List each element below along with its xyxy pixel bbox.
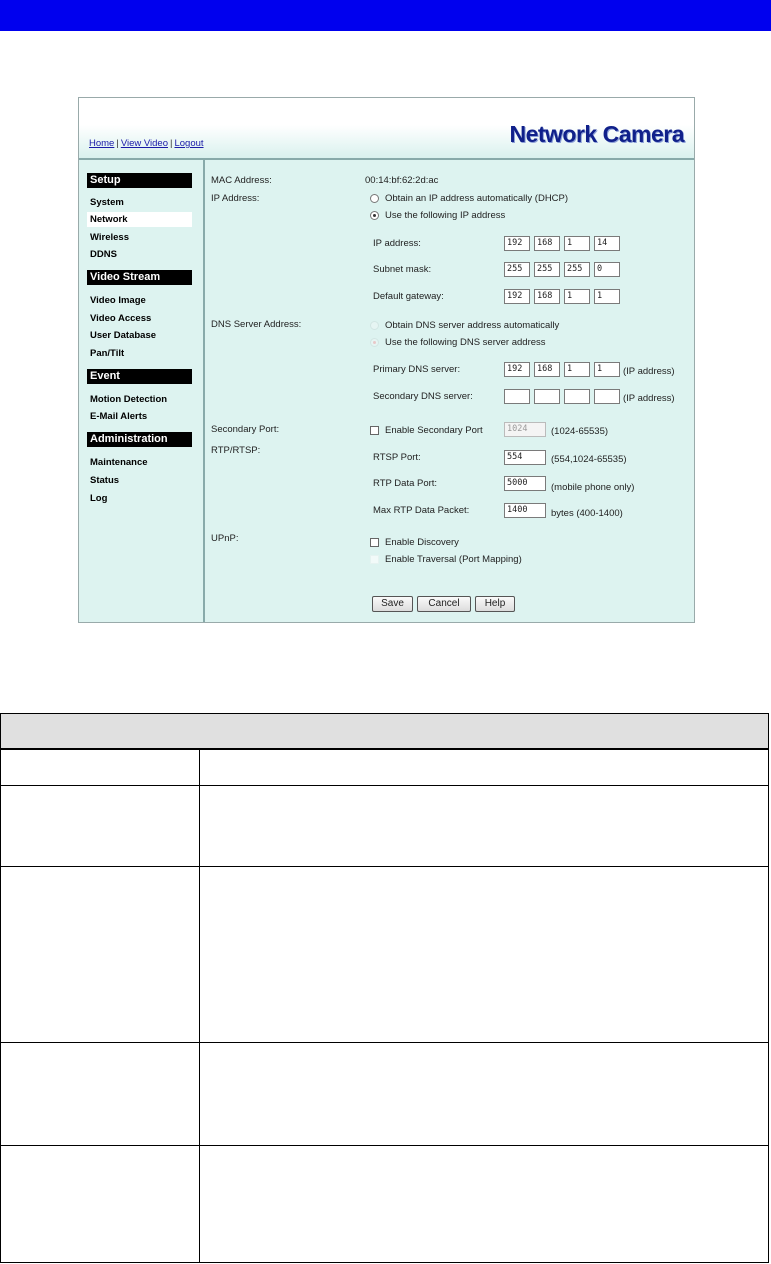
network-form [205, 160, 694, 622]
help-button[interactable]: Help [475, 596, 515, 612]
sidebar-item-wireless[interactable]: Wireless [90, 232, 129, 243]
brand-logo: Network Camera [509, 121, 684, 147]
secondary-dns-hint: (IP address) [623, 393, 675, 404]
rtp-data-port-label: RTP Data Port: [373, 478, 438, 489]
view-video-link[interactable]: View Video [120, 138, 168, 149]
secondary-dns-octet-3-input[interactable] [564, 389, 590, 404]
table-divider [0, 785, 769, 786]
gateway-octet-3-input[interactable]: 1 [564, 289, 590, 304]
camera-header [79, 98, 694, 160]
sidebar-heading-video-stream: Video Stream [87, 270, 192, 285]
rtsp-port-input[interactable]: 554 [504, 450, 546, 465]
max-rtp-packet-label: Max RTP Data Packet: [373, 505, 470, 516]
gateway-octet-1-input[interactable]: 192 [504, 289, 530, 304]
dhcp-radio-label: Obtain an IP address automatically (DHCP) [385, 193, 569, 204]
dns-auto-radio[interactable] [370, 321, 379, 330]
primary-dns-octet-2-input[interactable]: 168 [534, 362, 560, 377]
ip-octet-4-input[interactable]: 14 [594, 236, 620, 251]
ip-octet-3-input[interactable]: 1 [564, 236, 590, 251]
table-divider [0, 1145, 769, 1146]
table-divider [0, 1042, 769, 1043]
enable-discovery-label: Enable Discovery [385, 537, 459, 548]
secondary-port-input[interactable]: 1024 [504, 422, 546, 437]
table-divider [0, 1262, 769, 1263]
ip-octet-2-input[interactable]: 168 [534, 236, 560, 251]
sidebar-item-ddns[interactable]: DDNS [90, 249, 117, 260]
default-gateway-label: Default gateway: [373, 291, 444, 302]
table-divider [0, 748, 769, 750]
nav-separator: | [170, 138, 173, 149]
sidebar-heading-setup: Setup [87, 173, 192, 188]
max-rtp-packet-input[interactable]: 1400 [504, 503, 546, 518]
table-header-row [0, 713, 769, 749]
dns-auto-radio-label: Obtain DNS server address automatically [385, 320, 560, 331]
sidebar-item-video-image[interactable]: Video Image [90, 295, 146, 306]
network-settings-screenshot [78, 97, 695, 623]
sidebar-item-system[interactable]: System [90, 197, 124, 208]
fixed-ip-radio-label: Use the following IP address [385, 210, 506, 221]
primary-dns-octet-1-input[interactable]: 192 [504, 362, 530, 377]
gateway-octet-2-input[interactable]: 168 [534, 289, 560, 304]
subnet-octet-1-input[interactable]: 255 [504, 262, 530, 277]
rtsp-port-range: (554,1024-65535) [551, 454, 627, 465]
primary-dns-octet-3-input[interactable]: 1 [564, 362, 590, 377]
sidebar-item-maintenance[interactable]: Maintenance [90, 457, 148, 468]
table-divider [0, 866, 769, 867]
primary-dns-octet-4-input[interactable]: 1 [594, 362, 620, 377]
secondary-dns-octet-1-input[interactable] [504, 389, 530, 404]
dns-fixed-radio[interactable] [370, 338, 379, 347]
enable-secondary-port-label: Enable Secondary Port [385, 425, 483, 436]
nav-separator: | [116, 138, 119, 149]
gateway-octet-4-input[interactable]: 1 [594, 289, 620, 304]
sidebar-heading-administration: Administration [87, 432, 192, 447]
enable-discovery-checkbox[interactable] [370, 538, 379, 547]
home-link[interactable]: Home [89, 138, 115, 149]
sidebar-item-email-alerts[interactable]: E-Mail Alerts [90, 411, 148, 422]
sidebar-item-motion-detection[interactable]: Motion Detection [90, 394, 168, 405]
table-right-edge [768, 713, 769, 1263]
cancel-button[interactable]: Cancel [417, 596, 471, 612]
table-left-edge [0, 713, 1, 1263]
rtp-rtsp-label: RTP/RTSP: [211, 445, 261, 456]
sidebar-item-log[interactable]: Log [90, 493, 108, 504]
subnet-octet-3-input[interactable]: 255 [564, 262, 590, 277]
secondary-port-range: (1024-65535) [551, 426, 609, 437]
document-header-bar [0, 0, 771, 31]
sidebar-item-pan-tilt[interactable]: Pan/Tilt [90, 348, 125, 359]
save-button[interactable]: Save [372, 596, 413, 612]
sidebar-item-user-database[interactable]: User Database [90, 330, 157, 341]
sidebar-item-video-access[interactable]: Video Access [90, 313, 152, 324]
ip-octet-1-input[interactable]: 192 [504, 236, 530, 251]
sidebar [79, 160, 205, 622]
primary-dns-hint: (IP address) [623, 366, 675, 377]
mac-address-value: 00:14:bf:62:2d:ac [365, 175, 439, 186]
ip-address-label: IP Address: [211, 193, 260, 204]
secondary-port-label: Secondary Port: [211, 424, 280, 435]
secondary-dns-octet-2-input[interactable] [534, 389, 560, 404]
rtsp-port-label: RTSP Port: [373, 452, 421, 463]
mac-address-label: MAC Address: [211, 175, 272, 186]
secondary-dns-octet-4-input[interactable] [594, 389, 620, 404]
enable-secondary-port-checkbox[interactable] [370, 426, 379, 435]
ip-address-field-label: IP address: [373, 238, 421, 249]
table-column-divider [199, 749, 200, 1263]
upnp-label: UPnP: [211, 533, 239, 544]
logout-link[interactable]: Logout [174, 138, 204, 149]
sidebar-item-network[interactable]: Network [87, 212, 192, 227]
fixed-ip-radio[interactable] [370, 211, 379, 220]
dns-fixed-radio-label: Use the following DNS server address [385, 337, 546, 348]
enable-traversal-label: Enable Traversal (Port Mapping) [385, 554, 522, 565]
rtp-data-port-note: (mobile phone only) [551, 482, 635, 493]
subnet-octet-4-input[interactable]: 0 [594, 262, 620, 277]
subnet-octet-2-input[interactable]: 255 [534, 262, 560, 277]
secondary-dns-label: Secondary DNS server: [373, 391, 473, 402]
top-nav [89, 138, 204, 149]
enable-traversal-checkbox[interactable] [370, 555, 379, 564]
dns-server-label: DNS Server Address: [211, 319, 302, 330]
rtp-data-port-input[interactable]: 5000 [504, 476, 546, 491]
primary-dns-label: Primary DNS server: [373, 364, 461, 375]
sidebar-item-status[interactable]: Status [90, 475, 120, 486]
sidebar-heading-event: Event [87, 369, 192, 384]
subnet-mask-label: Subnet mask: [373, 264, 432, 275]
dhcp-radio[interactable] [370, 194, 379, 203]
max-rtp-packet-range: bytes (400-1400) [551, 508, 623, 519]
